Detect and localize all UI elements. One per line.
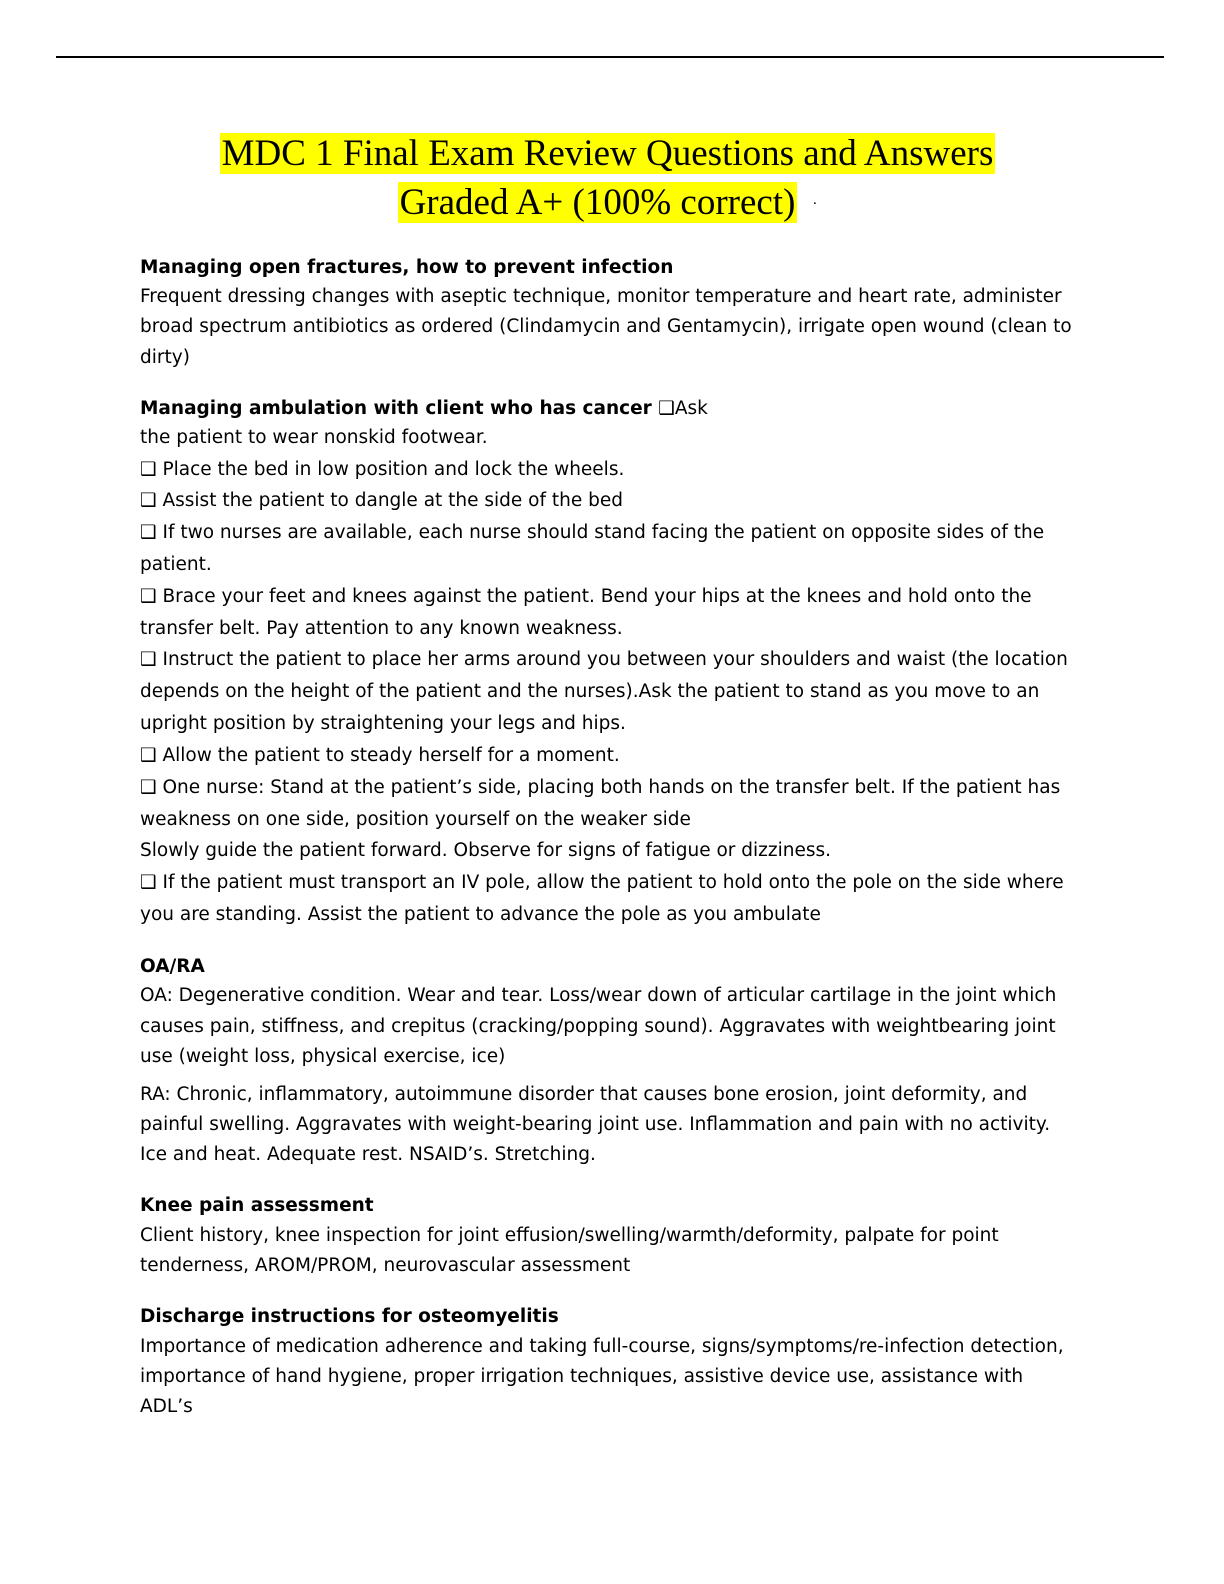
section-discharge-instructions [140,1303,1075,1422]
section-open-fractures [140,254,1075,373]
list-item-label: Allow the patient to steady herself for a moment. [162,744,620,766]
section-managing-ambulation [140,395,1075,931]
section-paragraph: Frequent dressing changes with aseptic technique, monitor temperature and heart rate, administer broad spectrum antibiotics as ordered (Clindamycin and Gentamycin), irrigate open wound (clean to dirty) [140,286,1072,368]
section-knee-pain-assessment [140,1192,1075,1281]
list-item [140,644,1075,739]
section-paragraph: Importance of medication adherence and taking full-course, signs/symptoms/re-infection detection, importance of hand hygiene, proper irrigation techniques, assistive device use, assistance with ADL’s [140,1335,1064,1418]
section-heading: OA/RA [140,955,205,977]
section-paragraph: OA: Degenerative condition. Wear and tear. Loss/wear down of articular cartilage in the joint which causes pain, stiffness, and crepitus (cracking/popping sound). Aggravates with weightbearing joint use (weight loss, physical exercise, ice) [140,985,1057,1067]
bullet-box-icon: ❑ [140,776,157,798]
section-heading-suffix: ❑Ask [658,397,708,419]
section-paragraph: Client history, knee inspection for joint effusion/swelling/warmth/deformity, palpate for point tenderness, AROM/PROM, neurovascular assessment [140,1224,999,1277]
document-body [140,130,1075,1444]
section-oa-ra [140,953,1075,1171]
section-heading: Managing open fractures, how to prevent infection [140,256,674,278]
list-item-label: If the patient must transport an IV pole, allow the patient to hold onto the pole on the side where you are standing. Assist the patient to advance the pole as you ambulate [140,872,1064,925]
section-heading: Knee pain assessment [140,1195,374,1217]
list-item-label: Assist the patient to dangle at the side of the bed [162,490,624,512]
list-item [140,454,1075,486]
list-item-label: Place the bed in low position and lock the wheels. [162,458,625,480]
list-item-label: Instruct the patient to place her arms around you between your shoulders and waist (the location depends on the height of the patient and the nurses).Ask the patient to stand as you move to an upright position by straightening your legs and hips. [140,649,1068,735]
list-item [140,772,1075,836]
section-heading [140,395,1075,424]
bullet-box-icon: ❑ [140,744,157,766]
section-heading: Discharge instructions for osteomyelitis [140,1306,559,1328]
bullet-box-icon: ❑ [140,522,157,544]
page-title-line2: Graded A+ (100% correct) [399,181,796,223]
bullet-box-icon: ❑ [140,649,157,671]
page-title [140,130,1075,228]
title-trailing-mark: · [812,196,818,213]
page-title-line1: MDC 1 Final Exam Review Questions and Answers [221,133,994,174]
section-plain-line: Slowly guide the patient forward. Observe for signs of fatigue or dizziness. [140,840,831,862]
list-item [140,867,1075,931]
section-paragraph: RA: Chronic, inflammatory, autoimmune disorder that causes bone erosion, joint deformity, and painful swelling. Aggravates with weight-bearing joint use. Inflammation and pain with no activity. Ice and heat. Adequate rest. NSAID’s. Stretching. [140,1083,1051,1166]
section-paragraph: the patient to wear nonskid footwear. [140,427,488,449]
header-rule [56,56,1164,58]
list-item-label: Brace your feet and knees against the patient. Bend your hips at the knees and hold onto the transfer belt. Pay attention to any known weakness. [140,585,1032,639]
bullet-box-icon: ❑ [140,585,157,607]
list-item [140,517,1075,581]
bullet-box-icon: ❑ [140,490,157,512]
bullet-box-icon: ❑ [140,458,157,480]
bullet-box-icon: ❑ [140,872,157,894]
list-item [140,581,1075,645]
section-heading-text: Managing ambulation with client who has cancer [140,397,652,419]
list-item-label: One nurse: Stand at the patient’s side, placing both hands on the transfer belt. If the patient has weakness on one side, position yourself on the weaker side [140,776,1061,830]
list-item [140,485,1075,517]
list-item-label: If two nurses are available, each nurse should stand facing the patient on opposite sides of the patient. [140,522,1045,575]
paragraph-spacer [140,1072,1075,1080]
list-item [140,740,1075,772]
